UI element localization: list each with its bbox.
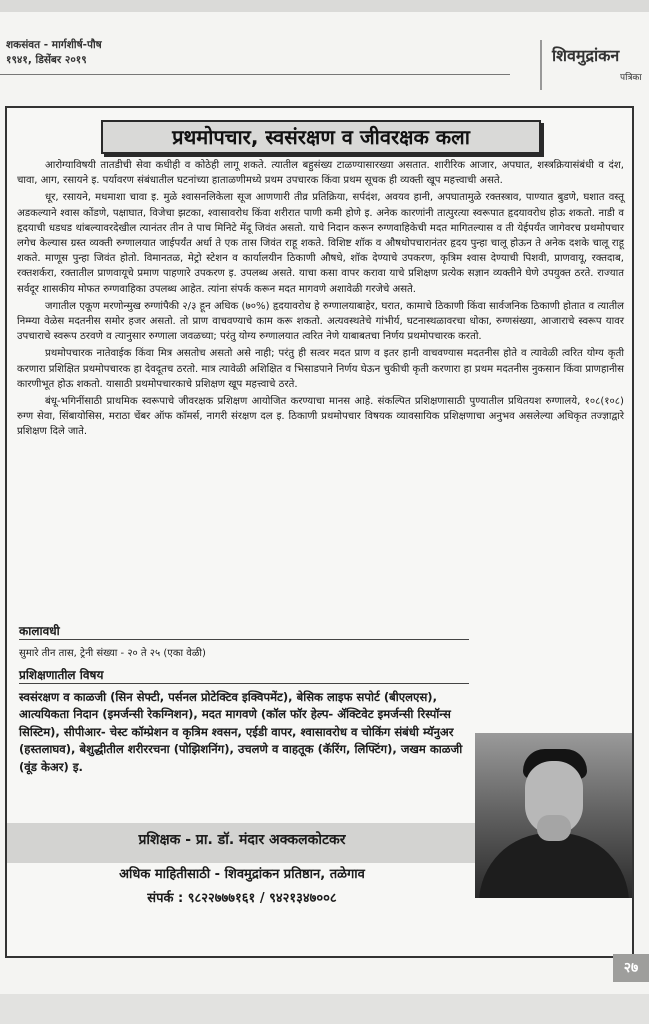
issue-date-line1: शकसंवत - मार्गशीर्ष-पौष: [6, 39, 102, 51]
topics-underline: [19, 683, 469, 684]
header-divider: [0, 74, 510, 75]
contact-numbers: संपर्क : ९८२२७७७१६१ / ९४२१३४७००८: [147, 891, 337, 906]
info-line: अधिक माहितीसाठी - शिवमुद्रांकन प्रतिष्ठान, तळेगाव: [119, 867, 365, 882]
paragraph-2: धूर, रसायने, मधमाशा चावा इ. मुळे श्वासनलिकेला सूज आणणारी तीव्र प्रतिक्रिया, सर्पदंश, अवयव हानी, अपघातामुळे रक्तस्त्राव, पाण्यात बुडणे, घशात वस्तू अडकल्याने श्वास कोंडणे, पक्षाघात, विजेचा झटका, श्वासावरोध किंवा शरीरात पाणी कमी होणे इ. अनेक कारणांनी तात्पुरत्या स्वरूपात हृदयावरोध होऊ शकतो. नाडी व हृदयाची धडधड थांबल्यावरदेखील त्यानंतर तीन ते पाच मिनिटे मेंदू जिवंत असतो. याचे निदान करून रुग्णवाहिकेची मदत मागितल्यास व ती येईपर्यंत जागेवरच प्रथमोपचार लगेच केल्यास ग्रस्त व्यक्ती रुग्णालयात जाईपर्यंत अर्धा ते एक तास जिवंत राहू शकते. विशिष्ट शॉक व औषधोपचारानंतर हृदय पुन्हा चालू होऊन ते अनेक दशके चालू राहू शकते. माणूस पुन्हा जिवंत होतो. विमानतळ, मेट्रो स्टेशन व कार्यालयीन ठिकाणी औषधे, शॉक देण्याचे उपकरण, कृत्रिम श्वास देण्याची पिशवी, प्राणवायू, रक्तदाब, रक्तशर्करा, रक्तातील प्राणवायूचे प्रमाण पाहणारे उपकरण इ. उपलब्ध असते. याचा कसा वापर करावा याचे प्रशिक्षण प्रत्येक सज्ञान व्यक्तीने घेणे उपयुक्त ठरते. राज्यात सर्वदूर शासकीय मोफत रुग्णवाहिका उपलब्ध आहेत. त्यांना संपर्क करून मदत मागवणे अशावेळी गरजेचे असते.: [17, 192, 624, 295]
logo-title: शिवमुद्रांकन: [552, 46, 620, 65]
article-title: प्रथमोपचार, स्वसंरक्षण व जीवरक्षक कला: [101, 120, 541, 154]
topics-heading: प्रशिक्षणातील विषय: [19, 668, 104, 682]
issue-date: [6, 38, 102, 68]
duration-underline: [19, 639, 469, 640]
trainer-photo: [475, 733, 633, 898]
issue-date-line2: १९४१, डिसेंबर २०१९: [6, 54, 87, 66]
paragraph-5: बंधू-भगिनींसाठी प्राथमिक स्वरूपाचे जीवरक्षक प्रशिक्षण आयोजित करण्याचा मानस आहे. संकल्पित प्रशिक्षणासाठी पुण्यातील प्रथितयश रुग्णालये, १०८(१०८) रुग्ण सेवा, सिंबायोसिस, मराठा चेंबर ऑफ कॉमर्स, नागरी संरक्षण दल इ. ठिकाणी प्रथमोपचार विषयक व्यावसायिक प्रशिक्षणाचा अनुभव असलेल्या अधिकृत तज्ज्ञाद्वारे प्रशिक्षण दिले जाते.: [17, 396, 624, 438]
trainer-name: प्रशिक्षक - प्रा. डॉ. मंदार अक्कलकोटकर: [138, 832, 346, 848]
paragraph-4: प्रथमोपचारक नातेवाईक किंवा मित्र असतोच असतो असे नाही; परंतु ही सत्वर मदत प्राण व इतर हानी वाचवण्यास मदतनीस होते व त्यावेळी त्वरित योग्य कृती करणारा प्रशिक्षित प्रथमोपचारक हा देवदूतच ठरतो. मात्र त्यावेळी अशिक्षित व भिसाडपाने निर्णय घेऊन चुकीची कृती करणारा हा प्रथम मदतनीस नुकसान किंवा प्राणहानीस कारणीभूत होऊ शकतो. यासाठी प्रथमोपचारकाचे प्रशिक्षण खूप महत्त्वाचे ठरते.: [17, 348, 624, 390]
paragraph-3: जगातील एकूण मरणोन्मुख रुग्णांपैकी २/३ हून अधिक (७०%) हृदयावरोध हे रुग्णालयाबाहेर, घरात, कामाचे ठिकाणी किंवा सार्वजनिक ठिकाणी होतात व त्यातील निम्म्या वेळेस मदतनीस समोर हजर असतो. तो प्राण वाचवण्याचे काम करू शकतो. अत्यवस्थतेचे गांभीर्य, घटनास्थळावरचा धोका, रुग्णसंख्या, आजाराचे स्वरूप यावर उपचाराचे स्वरूप ठरवणे व त्यानुसार रुग्णाला जवळच्या; परंतु योग्य रुग्णालयात त्वरित नेणे याबाबतचा निर्णय प्रथमोपचारक करतो.: [17, 300, 624, 343]
logo-subtitle: पत्रिका: [620, 73, 642, 83]
article-body: [17, 158, 624, 442]
paragraph-1: आरोग्याविषयी तातडीची सेवा कधीही व कोठेही लागू शकते. त्यातील बहुसंख्य टाळण्यासारख्या असतात. शारीरिक आजार, अपघात, शस्त्रक्रियासंबंधी व दंश, चावा, आग, रसायने इ. पर्यावरण संबंधातील घटनांच्या हाताळणीमध्ये प्रथम उपचारक किंवा प्रथम सूचक ही व्यक्ती खूप महत्त्वाची असते.: [17, 160, 624, 187]
bottom-margin: [0, 994, 649, 1024]
top-edge: [0, 0, 649, 12]
topics-text: स्वसंरक्षण व काळजी (सिन सेफ्टी, पर्सनल प्रोटेक्टिव इक्विपमेंट), बेसिक लाइफ सपोर्ट (बीएलएस), आत्ययिकता निदान (इमर्जन्सी रेकग्निशन), मदत मागवणे (कॉल फॉर हेल्प- ॲक्टिवेट इमर्जन्सी रिस्पॉन्स सिस्टिम), सीपीआर- चेस्ट कॉम्प्रेशन व कृत्रिम श्वसन, एईडी वापर, श्वासावरोध व चोकिंग संबंधी म्यॅनुअर (हस्तलाघव), बेशुद्धीतील शरीररचना (पोझिशनिंग), उचलणे व वाहतूक (कॅरिंग, लिफ्टिंग), जखम काळजी (वूंड केअर) इ.: [19, 690, 463, 774]
article-frame: [5, 106, 634, 958]
duration-text: सुमारे तीन तास, ट्रेनी संख्या - २० ते २५ (एका वेळी): [19, 648, 206, 659]
magazine-logo: [540, 40, 649, 90]
page-number: २७: [613, 954, 649, 982]
duration-heading: कालावधी: [19, 624, 60, 638]
